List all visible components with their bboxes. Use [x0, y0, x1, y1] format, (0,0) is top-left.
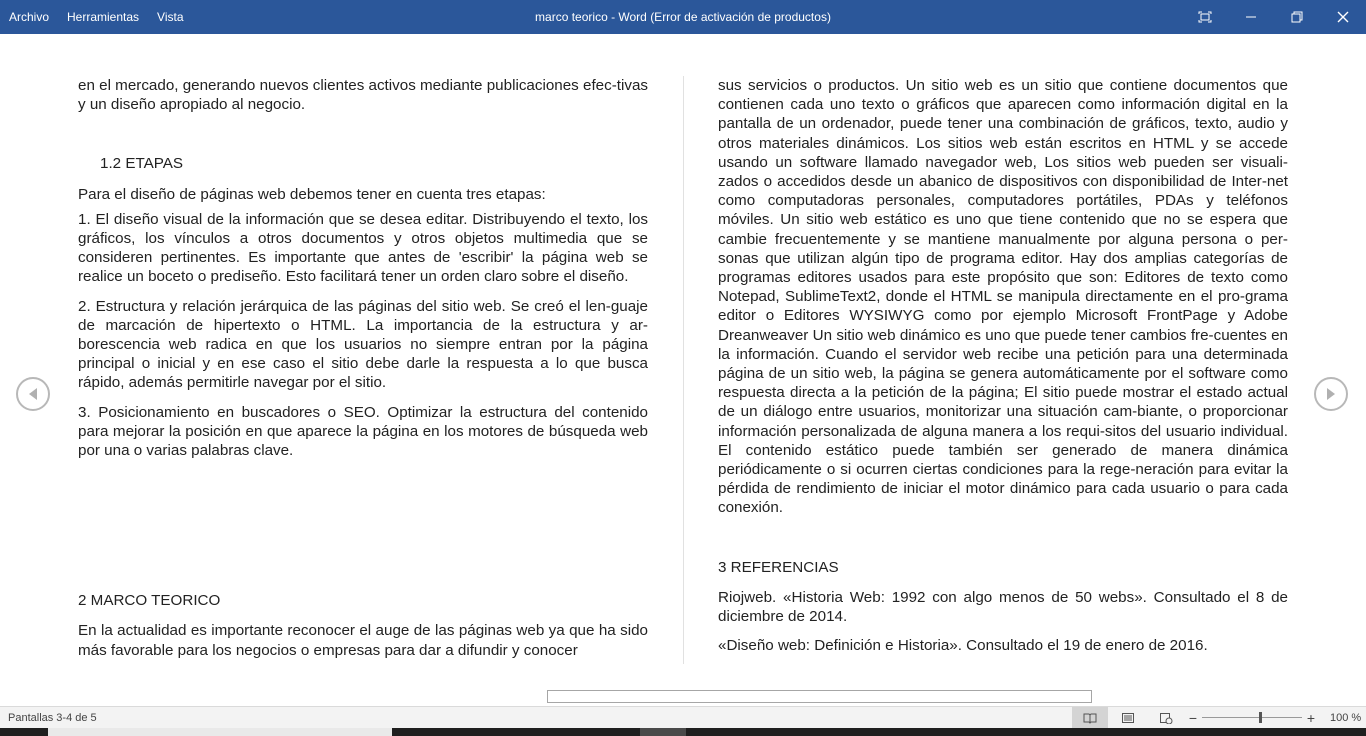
- document-title: marco teorico - Word (Error de activación de productos): [535, 10, 831, 24]
- next-screen-button[interactable]: [1314, 377, 1348, 411]
- minimize-icon: [1245, 11, 1257, 23]
- close-button[interactable]: [1320, 0, 1366, 34]
- restore-icon: [1291, 11, 1303, 23]
- chevron-left-icon: [27, 387, 39, 401]
- heading-marco-teorico: 2 MARCO TEORICO: [78, 592, 221, 610]
- list-item-2: 2. Estructura y relación jerárquica de las páginas del sitio web. Se creó el len-guaje de marcación de hipertexto o HTML. La importancia de la estructura y ar-borescencia web radica en que los usuarios no siempre entran por la página principal o inicial y en ese caso el sitio debe darle la respuesta a lo que busca rápido, además permitirle navegar por el sitio.: [78, 297, 648, 392]
- zoom-slider[interactable]: [1202, 707, 1302, 729]
- heading-referencias: 3 REFERENCIAS: [718, 558, 839, 576]
- previous-screen-button[interactable]: [16, 377, 50, 411]
- print-layout-button[interactable]: [1110, 707, 1146, 729]
- focus-icon: [1198, 11, 1212, 23]
- web-layout-icon: [1159, 712, 1173, 724]
- right-column: [718, 76, 1288, 655]
- menu-archivo[interactable]: Archivo: [9, 10, 50, 24]
- list-item-1: 1. El diseño visual de la información que se desea editar. Distribuyendo el texto, los gráficos, los vínculos a otros documentos y otros objetos multimedia que se consideren pertinentes. Es importante que antes de 'escribir' la página web se realice un boceto o prediseño. Esto facilitará tener un orden claro sobre el diseño.: [78, 210, 648, 286]
- zoom-out-button[interactable]: −: [1188, 710, 1198, 726]
- reference-2: «Diseño web: Definición e Historia». Consultado el 19 de enero de 2016.: [718, 637, 1208, 655]
- zoom-slider-thumb[interactable]: [1259, 712, 1262, 723]
- menu-bar: [0, 0, 193, 34]
- restore-button[interactable]: [1274, 0, 1320, 34]
- taskbar-active-app[interactable]: [640, 728, 686, 736]
- list-item-3: 3. Posicionamiento en buscadores o SEO. Optimizar la estructura del contenido para mejorar la posición en que aparece la página en los motores de búsqueda web por una o varias palabras clave.: [78, 403, 648, 460]
- heading-etapas: 1.2 ETAPAS: [100, 155, 184, 173]
- read-mode-button[interactable]: [1072, 707, 1108, 729]
- menu-herramientas[interactable]: Herramientas: [67, 10, 140, 24]
- title-bar: [0, 0, 1366, 34]
- paragraph-intro: en el mercado, generando nuevos clientes activos mediante publicaciones efec-tivas y un diseño apropiado al negocio.: [78, 77, 648, 114]
- close-icon: [1337, 11, 1349, 23]
- column-divider: [683, 76, 684, 664]
- menu-vista[interactable]: Vista: [157, 10, 184, 24]
- zoom-level[interactable]: 100 %: [1330, 712, 1362, 724]
- paragraph-marco: En la actualidad es importante reconocer el auge de las páginas web ya que ha sido más favorable para los negocios o empresas para dar a difundir y conocer: [78, 622, 648, 659]
- paragraph-etapas-intro: Para el diseño de páginas web debemos tener en cuenta tres etapas:: [78, 185, 546, 203]
- horizontal-scrollbar[interactable]: [547, 690, 1092, 703]
- focus-mode-button[interactable]: [1182, 0, 1228, 34]
- taskbar-search-box[interactable]: [48, 728, 392, 736]
- web-layout-button[interactable]: [1148, 707, 1184, 729]
- book-icon: [1083, 712, 1097, 724]
- status-bar: [0, 706, 1366, 729]
- left-column: [78, 76, 648, 660]
- zoom-control: [1188, 707, 1361, 729]
- taskbar: [0, 728, 1366, 736]
- chevron-right-icon: [1325, 387, 1337, 401]
- page-count: Pantallas 3-4 de 5: [8, 712, 97, 724]
- reference-1: Riojweb. «Historia Web: 1992 con algo menos de 50 webs». Consultado el 8 de diciembre de 2014.: [718, 588, 1288, 626]
- zoom-in-button[interactable]: +: [1306, 710, 1316, 726]
- minimize-button[interactable]: [1228, 0, 1274, 34]
- paragraph-sitio-web: sus servicios o productos. Un sitio web es un sitio que contiene documentos que contienen cada uno texto o gráficos que aparecen como información digital en la pantalla de un ordenador, puede tener una combinación de gráficos, texto, audio y otros materiales dinámicos. Los sitios web están escritos en HTML y se accede usando un software llamado navegador web, Los sitios web pueden ser visuali-zados o accedidos desde un abanico de dispositivos con disponibilidad de Inter-net como computadoras personales, computadores portátiles, PDAs y teléfonos móviles. Un sitio web estático es uno que tiene contenido que no se espera que cambie frecuentemente y se mantiene manualmente por alguna persona o per-sonas que utilizan algún tipo de programa editor. Hay dos amplias categorías de programas editores usados para este propósito que son: Editores de texto como Notepad, SublimeText2, donde el HTML se manipula directamente en el pro-grama editor o Editores WYSIWYG como por ejemplo Microsoft FrontPage y Adobe Dreanweaver Un sitio web dinámico es uno que puede tener cambios fre-cuentes en la información. Cuando el servidor web recibe una petición para una determinada página de un sitio web, la página se genera automáticamente por el software como respuesta directa a la petición de la página; El sitio puede mostrar el estado actual de un diálogo entre usuarios, monitorizar una situación cam-biante, o proporcionar información personalizada de alguna manera a los requi-sitos del usuario individual. El contenido estático puede también ser generado de manera dinámica periódicamente o si ocurren ciertas condiciones para la rege-neración para evitar la pérdida de rendimiento de iniciar el motor dinámico para cada usuario o para cada conexión.: [718, 77, 1288, 517]
- page-layout-icon: [1121, 712, 1135, 724]
